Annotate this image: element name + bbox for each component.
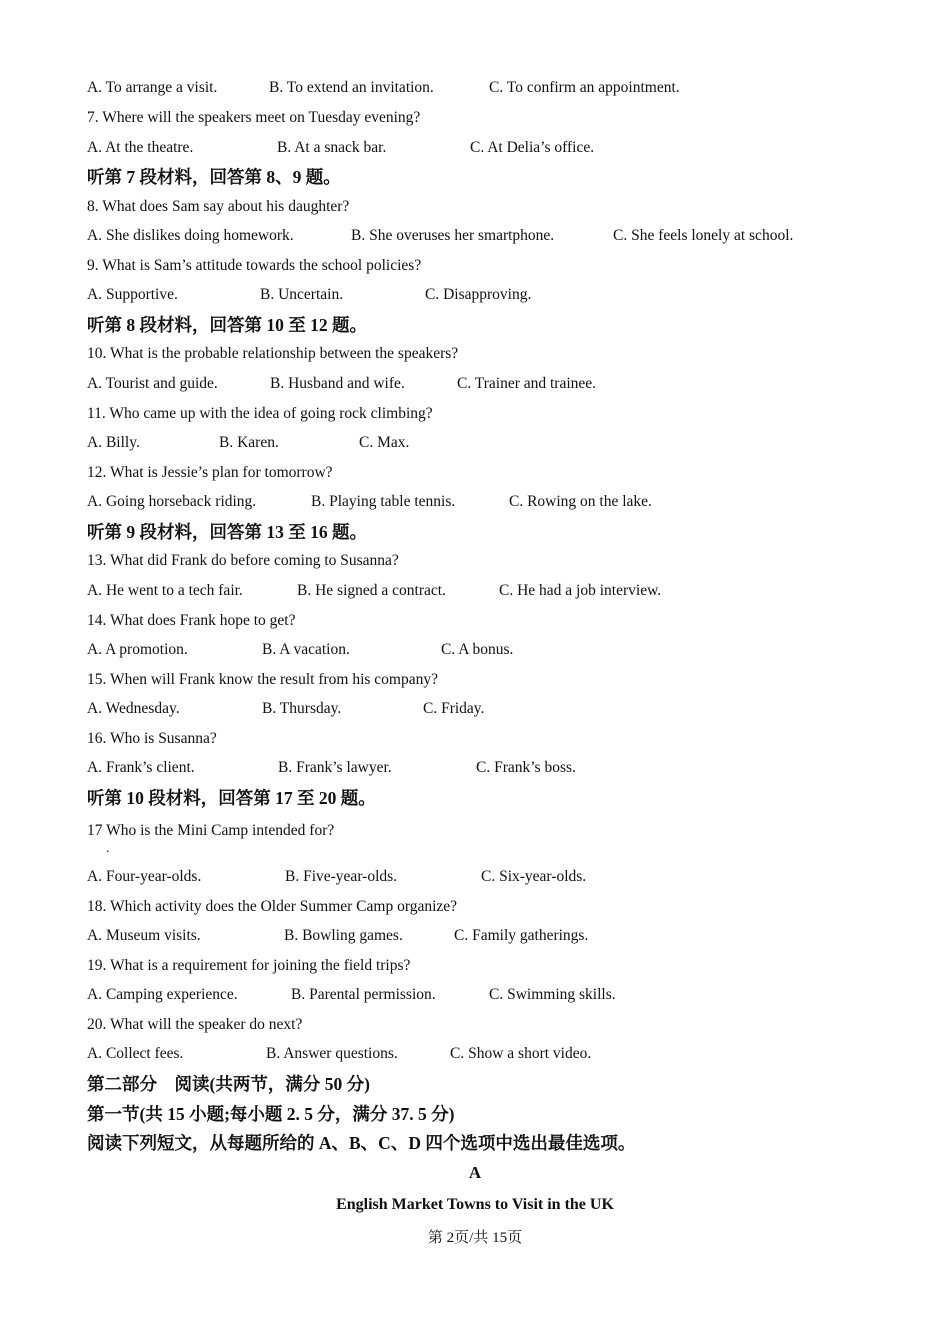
q7-option-b: B. At a snack bar. [277, 139, 387, 156]
q20-option-a: A. Collect fees. [87, 1045, 184, 1062]
q12-option-a: A. Going horseback riding. [87, 493, 257, 510]
q12-option-c: C. Rowing on the lake. [509, 493, 652, 510]
section-10-heading: 听第 10 段材料，回答第 17 至 20 题。 [87, 788, 376, 808]
q8-option-b: B. She overuses her smartphone. [351, 227, 555, 244]
q15-option-a: A. Wednesday. [87, 700, 180, 717]
page-footer: 第 2页/共 15页 [427, 1230, 523, 1246]
q14-option-a: A. A promotion. [87, 641, 188, 658]
q17-question: 17 Who is the Mini Camp intended for? [87, 822, 335, 839]
q12-question: 12. What is Jessie’s plan for tomorrow? [87, 464, 333, 481]
passage-title: English Market Towns to Visit in the UK [336, 1196, 614, 1213]
q13-option-a: A. He went to a tech fair. [87, 582, 243, 599]
q9-option-a: A. Supportive. [87, 286, 178, 303]
q19-option-b: B. Parental permission. [291, 986, 436, 1003]
q17-option-c: C. Six-year-olds. [481, 868, 587, 885]
q10-option-c: C. Trainer and trainee. [457, 375, 597, 392]
q15-option-b: B. Thursday. [262, 700, 342, 717]
section-8-heading: 听第 8 段材料，回答第 10 至 12 题。 [87, 315, 367, 335]
reading-instruction: 阅读下列短文，从每题所给的 A、B、C、D 四个选项中选出最佳选项。 [87, 1133, 636, 1153]
q19-option-a: A. Camping experience. [87, 986, 238, 1003]
q10-option-a: A. Tourist and guide. [87, 375, 218, 392]
section-1-heading: 第一节(共 15 小题;每小题 2. 5 分，满分 37. 5 分) [87, 1104, 455, 1124]
q9-option-b: B. Uncertain. [260, 286, 344, 303]
section-9-heading: 听第 9 段材料，回答第 13 至 16 题。 [87, 522, 367, 542]
part-2-heading: 第二部分 阅读(共两节，满分 50 分) [87, 1074, 370, 1094]
q20-option-b: B. Answer questions. [266, 1045, 398, 1062]
q11-option-a: A. Billy. [87, 434, 140, 451]
q16-option-b: B. Frank’s lawyer. [278, 759, 392, 776]
q13-option-c: C. He had a job interview. [499, 582, 662, 599]
q7-question: 7. Where will the speakers meet on Tuesday evening? [87, 109, 421, 126]
q15-option-c: C. Friday. [423, 700, 485, 717]
q20-question: 20. What will the speaker do next? [87, 1016, 303, 1033]
q10-question: 10. What is the probable relationship between the speakers? [87, 345, 459, 362]
q8-option-c: C. She feels lonely at school. [613, 227, 794, 244]
q7-option-c: C. At Delia’s office. [470, 139, 595, 156]
q11-option-b: B. Karen. [219, 434, 279, 451]
q10-option-b: B. Husband and wife. [270, 375, 405, 392]
q6-option-a: A. To arrange a visit. [87, 79, 218, 96]
q11-question: 11. Who came up with the idea of going rock climbing? [87, 405, 433, 422]
q18-option-c: C. Family gatherings. [454, 927, 589, 944]
q6-option-b: B. To extend an invitation. [269, 79, 434, 96]
q19-question: 19. What is a requirement for joining the field trips? [87, 957, 411, 974]
q17-option-a: A. Four-year-olds. [87, 868, 202, 885]
q11-option-c: C. Max. [359, 434, 410, 451]
q12-option-b: B. Playing table tennis. [311, 493, 456, 510]
q18-option-b: B. Bowling games. [284, 927, 403, 944]
q17-stray-dot: . [106, 841, 110, 856]
q13-option-b: B. He signed a contract. [297, 582, 446, 599]
q7-option-a: A. At the theatre. [87, 139, 194, 156]
q14-option-c: C. A bonus. [441, 641, 514, 658]
q9-question: 9. What is Sam’s attitude towards the school policies? [87, 257, 422, 274]
q16-option-a: A. Frank’s client. [87, 759, 195, 776]
q15-question: 15. When will Frank know the result from his company? [87, 671, 438, 688]
q13-question: 13. What did Frank do before coming to Susanna? [87, 552, 399, 569]
q17-option-b: B. Five-year-olds. [285, 868, 398, 885]
q18-question: 18. Which activity does the Older Summer Camp organize? [87, 898, 458, 915]
q14-option-b: B. A vacation. [262, 641, 350, 658]
q14-question: 14. What does Frank hope to get? [87, 612, 296, 629]
section-7-heading: 听第 7 段材料，回答第 8、9 题。 [87, 167, 341, 187]
q19-option-c: C. Swimming skills. [489, 986, 616, 1003]
q20-option-c: C. Show a short video. [450, 1045, 592, 1062]
q8-option-a: A. She dislikes doing homework. [87, 227, 294, 244]
q8-question: 8. What does Sam say about his daughter? [87, 198, 350, 215]
q16-option-c: C. Frank’s boss. [476, 759, 576, 776]
q6-option-c: C. To confirm an appointment. [489, 79, 680, 96]
q18-option-a: A. Museum visits. [87, 927, 201, 944]
q16-question: 16. Who is Susanna? [87, 730, 217, 747]
q9-option-c: C. Disapproving. [425, 286, 532, 303]
passage-letter: A [468, 1163, 482, 1182]
